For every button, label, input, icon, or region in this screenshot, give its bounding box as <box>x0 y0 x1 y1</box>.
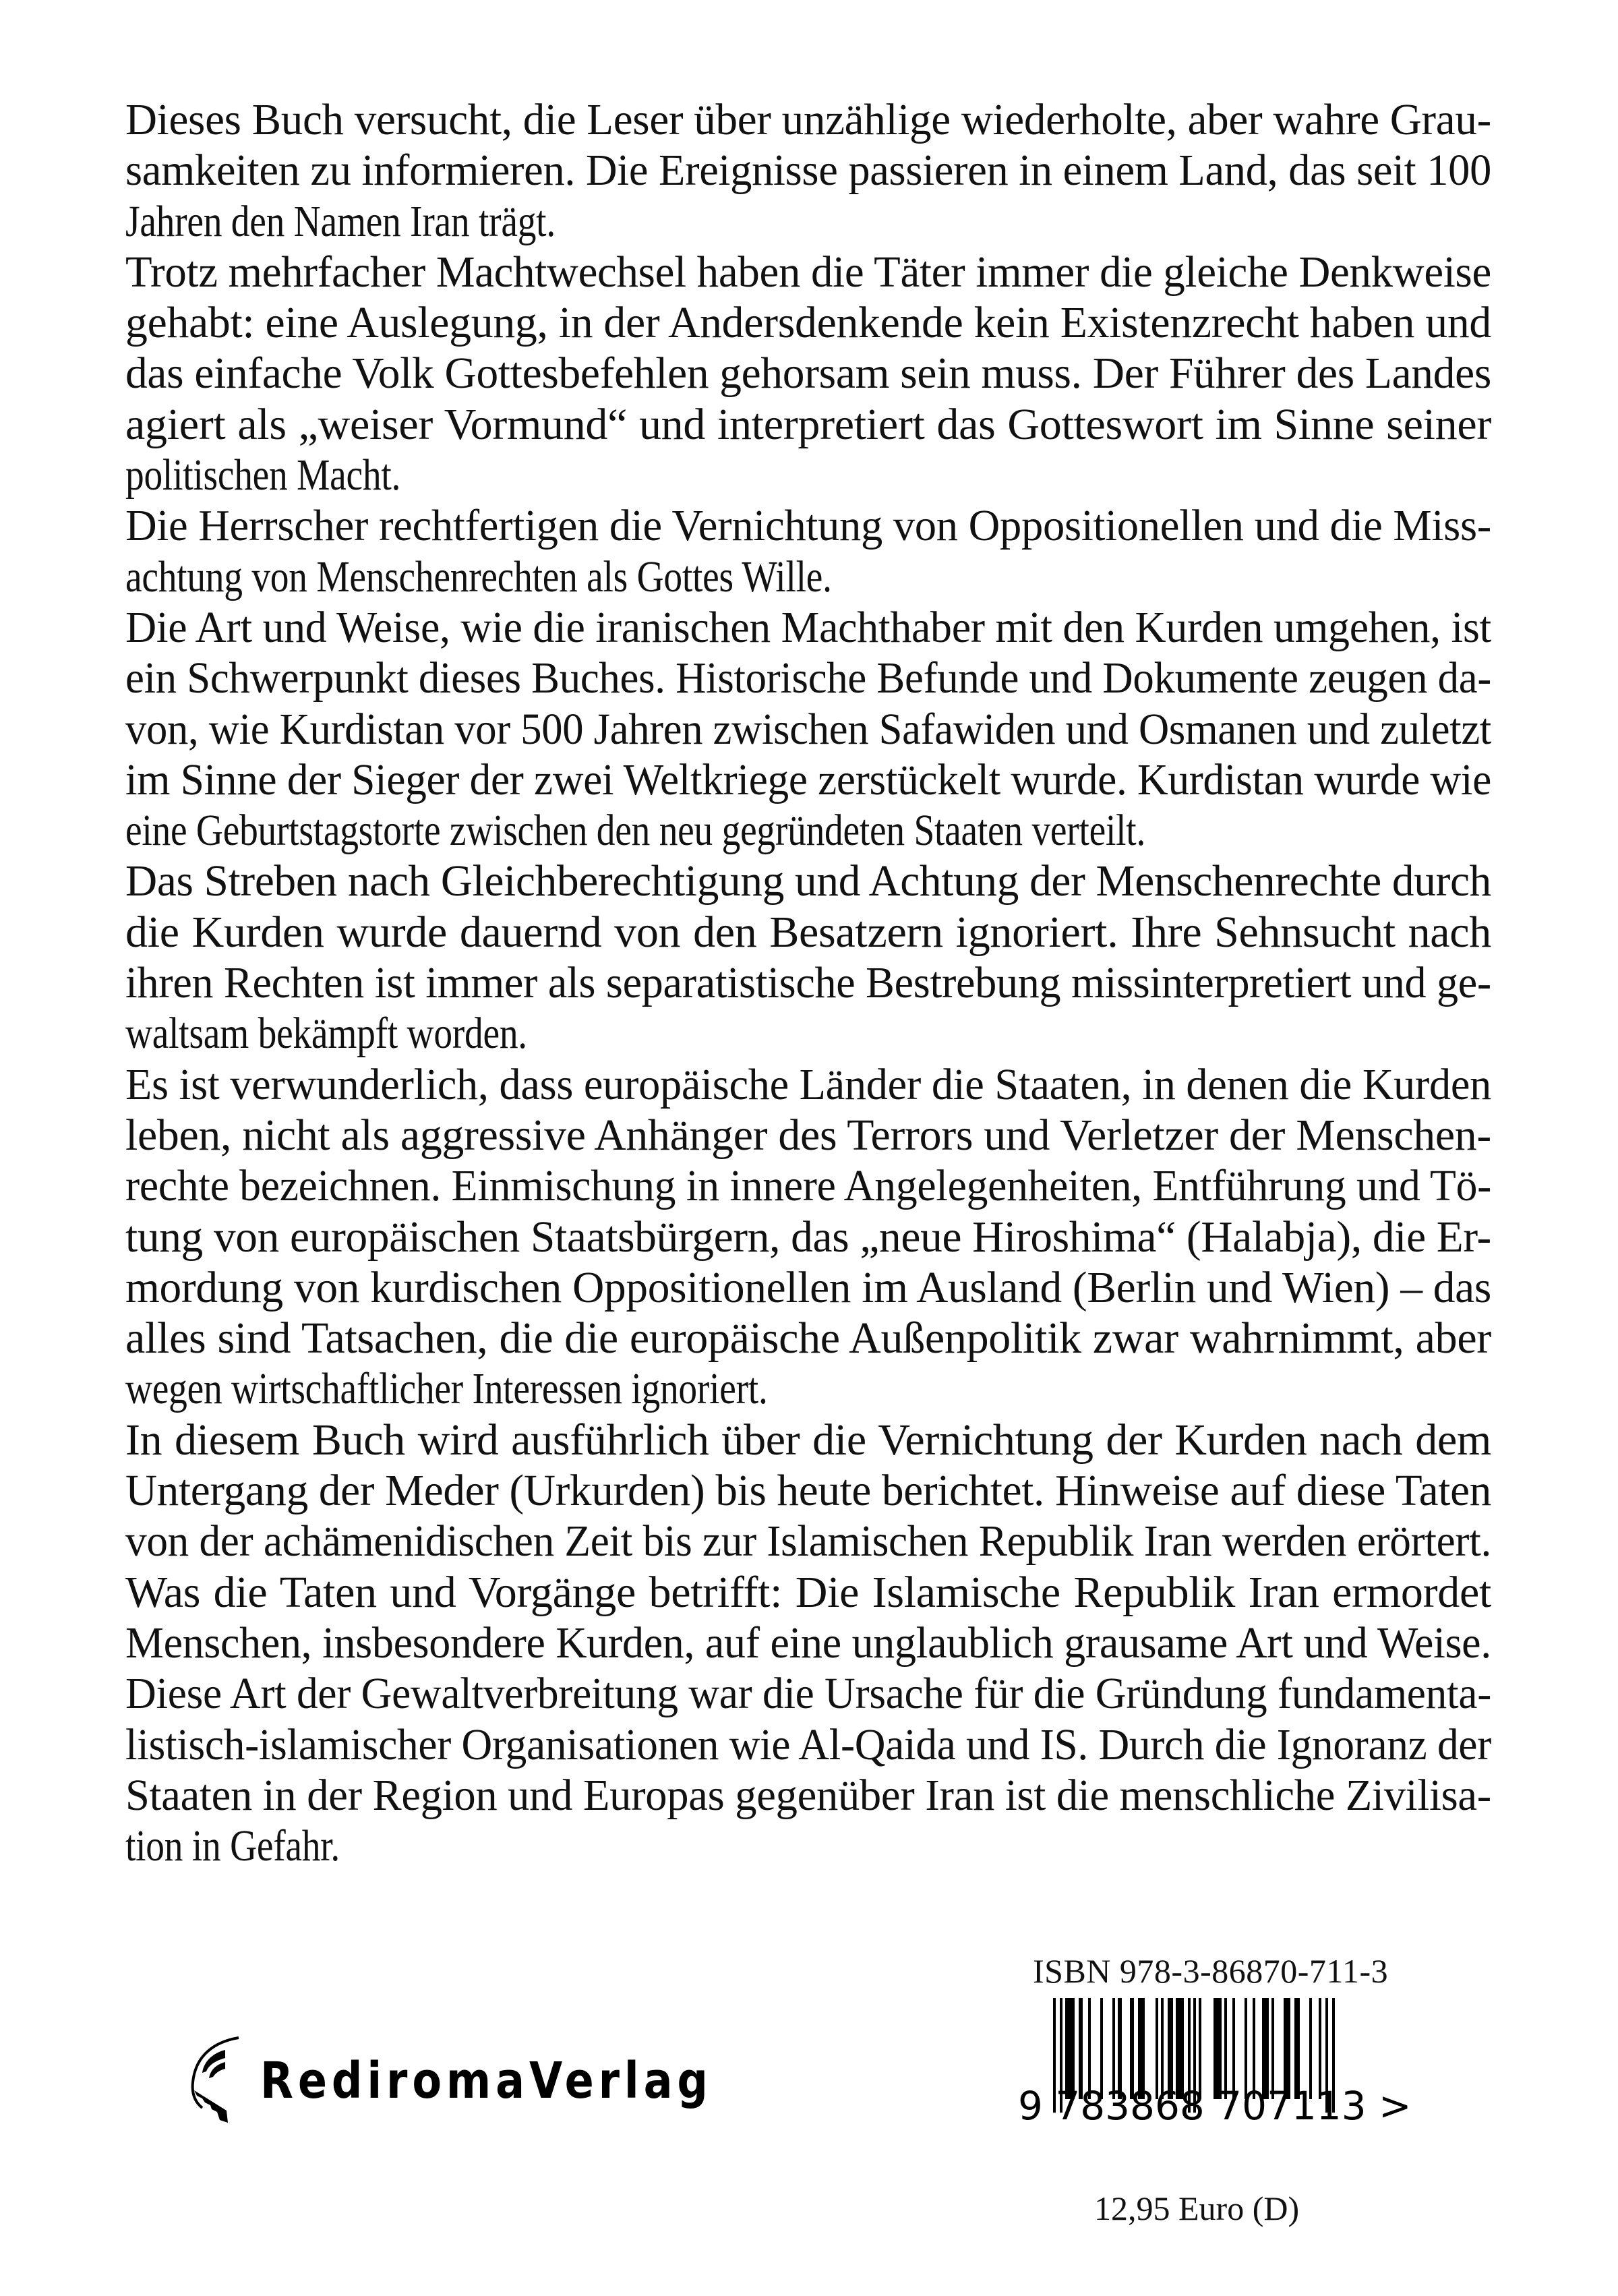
back-cover-blurb <box>125 94 1491 1871</box>
blurb-line: die Kurden wurde dauernd von den Besatzern ignoriert. Ihre Sehnsucht nach <box>125 907 1491 957</box>
publisher-logo <box>187 2035 786 2123</box>
blurb-line: Die Art und Weise, wie die iranischen Machthaber mit den Kurden umgehen, ist <box>125 602 1491 652</box>
blurb-line: listisch-islamischer Organisationen wie Al-Qaida und IS. Durch die Ignoranz der <box>125 1719 1491 1769</box>
blurb-line: waltsam bekämpft worden. <box>125 1009 527 1059</box>
blurb-line: agiert als „weiser Vormund“ und interpretiert das Gotteswort im Sinne seiner <box>125 399 1491 449</box>
blurb-line: Es ist verwunderlich, dass europäische Länder die Staaten, in denen die Kurden <box>125 1059 1491 1109</box>
price-label: 12,95 Euro (D) <box>1094 2189 1300 2227</box>
blurb-line: Trotz mehrfacher Machtwechsel haben die Täter immer die gleiche Denkweise <box>125 247 1491 297</box>
blurb-line: im Sinne der Sieger der zwei Weltkriege zerstückelt wurde. Kurdistan wurde wie <box>125 755 1491 804</box>
isbn-block <box>1018 1952 1412 2133</box>
blurb-line: tion in Gefahr. <box>125 1821 340 1871</box>
blurb-line: das einfache Volk Gottesbefehlen gehorsam sein muss. Der Führer des Landes <box>125 349 1491 399</box>
blurb-line: samkeiten zu informieren. Die Ereignisse passieren in einem Land, das seit 100 <box>125 146 1491 196</box>
blurb-line: Diese Art der Gewaltverbreitung war die Ursache für die Gründung fundamenta- <box>125 1669 1491 1719</box>
rediroma-arch-logo-icon <box>187 2035 248 2123</box>
blurb-line: wegen wirtschaftlicher Interessen ignoriert. <box>125 1364 768 1414</box>
blurb-line: eine Geburtstagstorte zwischen den neu gegründeten Staaten verteilt. <box>125 806 1146 856</box>
blurb-line: Menschen, insbesondere Kurden, auf eine unglaublich grausame Art und Weise. <box>125 1618 1491 1668</box>
blurb-line: tung von europäischen Staatsbürgern, das „neue Hiroshima“ (Halabja), die Er- <box>125 1212 1491 1262</box>
blurb-line: rechte bezeichnen. Einmischung in innere Angelegenheiten, Entführung und Tö- <box>125 1161 1491 1211</box>
blurb-line: Das Streben nach Gleichberechtigung und Achtung der Menschenrechte durch <box>125 856 1491 906</box>
blurb-line: Die Herrscher rechtfertigen die Vernichtung von Oppositionellen und die Miss- <box>125 501 1491 551</box>
blurb-line: Dieses Buch versucht, die Leser über unzählige wiederholte, aber wahre Grau- <box>125 95 1491 144</box>
blurb-line: von der achämenidischen Zeit bis zur Islamischen Republik Iran werden erörtert. <box>125 1517 1491 1566</box>
blurb-line: Untergang der Meder (Urkurden) bis heute berichtet. Hinweise auf diese Taten <box>125 1466 1491 1516</box>
blurb-line: ihren Rechten ist immer als separatistische Bestrebung missinterpretiert und ge- <box>125 958 1491 1008</box>
isbn-label: ISBN 978-3-86870-711-3 <box>1033 1952 1389 1990</box>
blurb-line: mordung von kurdischen Oppositionellen im Ausland (Berlin und Wien) – das <box>125 1262 1491 1312</box>
publisher-name: RediromaVerlag <box>260 2052 713 2110</box>
blurb-line: leben, nicht als aggressive Anhänger des Terrors und Verletzer der Menschen- <box>125 1110 1491 1160</box>
barcode-digits: 9 783868 707113 > <box>1018 2083 1412 2129</box>
blurb-line: alles sind Tatsachen, die die europäische Außenpolitik zwar wahrnimmt, aber <box>125 1314 1491 1363</box>
blurb-line: von, wie Kurdistan vor 500 Jahren zwischen Safawiden und Osmanen und zuletzt <box>125 704 1491 754</box>
blurb-line: Jahren den Namen Iran trägt. <box>125 196 556 246</box>
blurb-line: politischen Macht. <box>125 450 401 500</box>
blurb-line: Was die Taten und Vorgänge betrifft: Die Islamische Republik Iran ermordet <box>125 1567 1491 1617</box>
blurb-line: gehabt: eine Auslegung, in der Andersdenkende kein Existenzrecht haben und <box>125 298 1491 348</box>
blurb-line: achtung von Menschenrechten als Gottes Wille. <box>125 552 832 601</box>
blurb-line: In diesem Buch wird ausführlich über die Vernichtung der Kurden nach dem <box>125 1415 1491 1465</box>
ean13-barcode-icon <box>1018 1998 1412 2133</box>
blurb-line: ein Schwerpunkt dieses Buches. Historische Befunde und Dokumente zeugen da- <box>125 653 1491 703</box>
blurb-line: Staaten in der Region und Europas gegenüber Iran ist die menschliche Zivilisa- <box>125 1770 1491 1820</box>
